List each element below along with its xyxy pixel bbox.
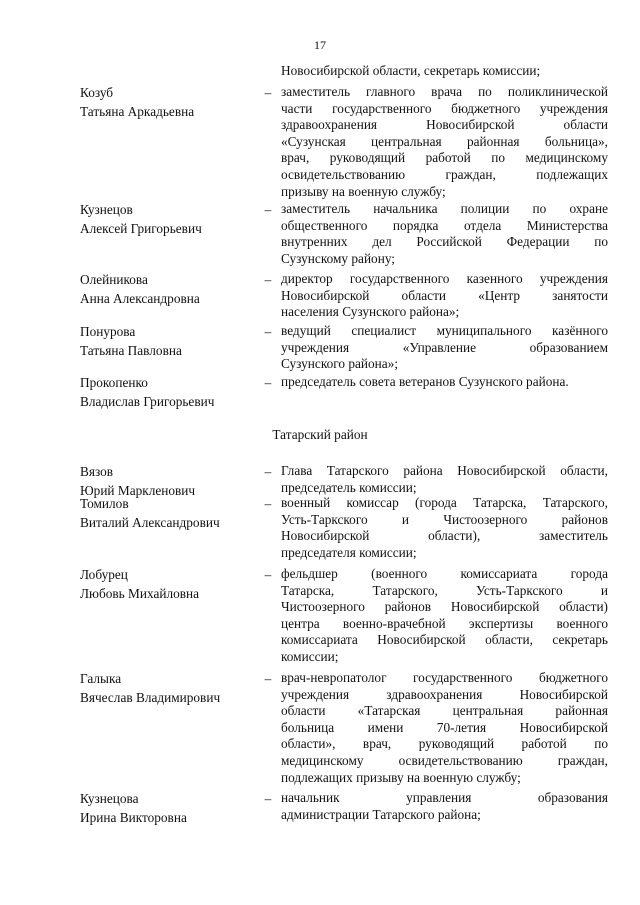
member-position — [281, 670, 608, 786]
member-name — [80, 669, 265, 707]
position-line: Усть-Таркского и Чистоозерного районов — [281, 511, 608, 527]
member-position — [281, 271, 608, 321]
member-given-names: Анна Александровна — [80, 291, 200, 306]
position-line: фельдшер (военного комиссариата города — [281, 566, 608, 581]
position-line: Татарска, Татарского, Усть-Таркского и — [281, 582, 608, 598]
dash-separator: – — [264, 464, 272, 479]
position-line: комиссариата Новосибирской области, секретарь — [281, 632, 608, 648]
member-given-names: Ирина Викторовна — [80, 810, 187, 825]
member-name — [80, 789, 265, 827]
member-surname: Кузнецова — [80, 791, 139, 806]
member-position — [281, 790, 608, 823]
position-line: председатель комиссии; — [281, 479, 417, 495]
position-line: центра военно-врачебной экспертизы военного — [281, 615, 608, 631]
member-given-names: Алексей Григорьевич — [80, 221, 202, 236]
member-position — [281, 566, 608, 666]
dash-separator: – — [264, 272, 272, 287]
member-surname: Вязов — [80, 464, 114, 479]
member-name — [80, 200, 265, 238]
member-given-names: Владислав Григорьевич — [80, 394, 215, 409]
section-title: Татарский район — [272, 427, 368, 442]
position-line: комиссии; — [281, 648, 339, 664]
member-given-names: Татьяна Аркадьевна — [80, 104, 195, 119]
position-line: директор государственного казенного учреждения — [281, 271, 608, 286]
member-position — [281, 374, 608, 391]
position-line: части государственного бюджетного учреждения — [281, 100, 608, 116]
position-line: учреждения «Управление образованием — [281, 339, 608, 355]
member-surname: Понурова — [80, 324, 136, 339]
position-line: призыву на военную службу; — [281, 183, 446, 199]
continuation-text: Новосибирской области, секретарь комиссии; — [281, 63, 541, 78]
member-given-names: Юрий Маркленович — [80, 483, 196, 498]
member-given-names: Вячеслав Владимирович — [80, 690, 221, 705]
member-position — [281, 463, 608, 496]
position-line: учреждения здравоохранения Новосибирской — [281, 686, 608, 702]
position-line: врач, руководящий работой по медицинскому — [281, 150, 608, 166]
member-surname: Томилов — [80, 496, 129, 511]
position-line: «Сузунская центральная районная больница», — [281, 133, 608, 149]
position-line: Глава Татарского района Новосибирской области, — [281, 463, 608, 478]
position-line: начальник управления образования — [281, 790, 608, 805]
dash-separator: – — [264, 85, 272, 100]
position-line: здравоохранения Новосибирской области — [281, 117, 608, 133]
member-position — [281, 495, 608, 561]
position-line: общественного порядка отдела Министерства — [281, 217, 608, 233]
member-name — [80, 270, 265, 308]
member-name — [80, 322, 265, 360]
member-given-names: Виталий Александрович — [80, 515, 220, 530]
dash-separator: – — [264, 496, 272, 511]
member-name — [80, 83, 265, 121]
position-line: области «Татарская центральная районная — [281, 703, 608, 719]
member-surname: Козуб — [80, 85, 114, 100]
position-line: Чистоозерного районов Новосибирской области) — [281, 599, 608, 615]
member-name — [80, 565, 265, 603]
position-line: председателя комиссии; — [281, 544, 417, 560]
member-surname: Лобурец — [80, 567, 128, 582]
dash-separator: – — [264, 567, 272, 582]
position-line: военный комиссар (города Татарска, Татарского, — [281, 495, 608, 510]
member-name — [80, 494, 265, 532]
position-line: больница имени 70-летия Новосибирской — [281, 719, 608, 735]
member-position — [281, 201, 608, 267]
dash-separator: – — [264, 202, 272, 217]
member-surname: Прокопенко — [80, 375, 148, 390]
position-line: медицинскому освидетельствованию граждан, — [281, 752, 608, 768]
position-line: заместитель главного врача по поликлинической — [281, 84, 608, 99]
position-line: заместитель начальника полиции по охране — [281, 201, 608, 216]
position-line: освидетельствованию граждан, подлежащих — [281, 166, 608, 182]
dash-separator: – — [264, 324, 272, 339]
dash-separator: – — [264, 791, 272, 806]
position-line: населения Сузунского района»; — [281, 304, 460, 320]
member-given-names: Любовь Михайловна — [80, 586, 200, 601]
member-surname: Кузнецов — [80, 202, 133, 217]
member-position — [281, 323, 608, 373]
position-line: администрации Татарского района; — [281, 806, 481, 822]
member-name — [80, 373, 265, 411]
page-number: 17 — [314, 38, 326, 52]
dash-separator: – — [264, 671, 272, 686]
position-line: Сузунскому району; — [281, 250, 395, 266]
position-line: подлежащих призыву на военную службу; — [281, 769, 521, 785]
position-line: внутренних дел Российской Федерации по — [281, 234, 608, 250]
member-position — [281, 84, 608, 200]
dash-separator: – — [264, 375, 272, 390]
position-line: ведущий специалист муниципального казённого — [281, 323, 608, 338]
position-line: председатель совета ветеранов Сузунского района. — [281, 374, 569, 389]
member-given-names: Татьяна Павловна — [80, 343, 182, 358]
position-line: Новосибирской области «Центр занятости — [281, 287, 608, 303]
member-surname: Олейникова — [80, 272, 148, 287]
position-line: Новосибирской области), заместитель — [281, 528, 608, 544]
position-line: области», врач, руководящий работой по — [281, 736, 608, 752]
position-line: врач-невропатолог государственного бюджетного — [281, 670, 608, 685]
member-surname: Галыка — [80, 671, 122, 686]
position-line: Сузунского района»; — [281, 356, 399, 372]
